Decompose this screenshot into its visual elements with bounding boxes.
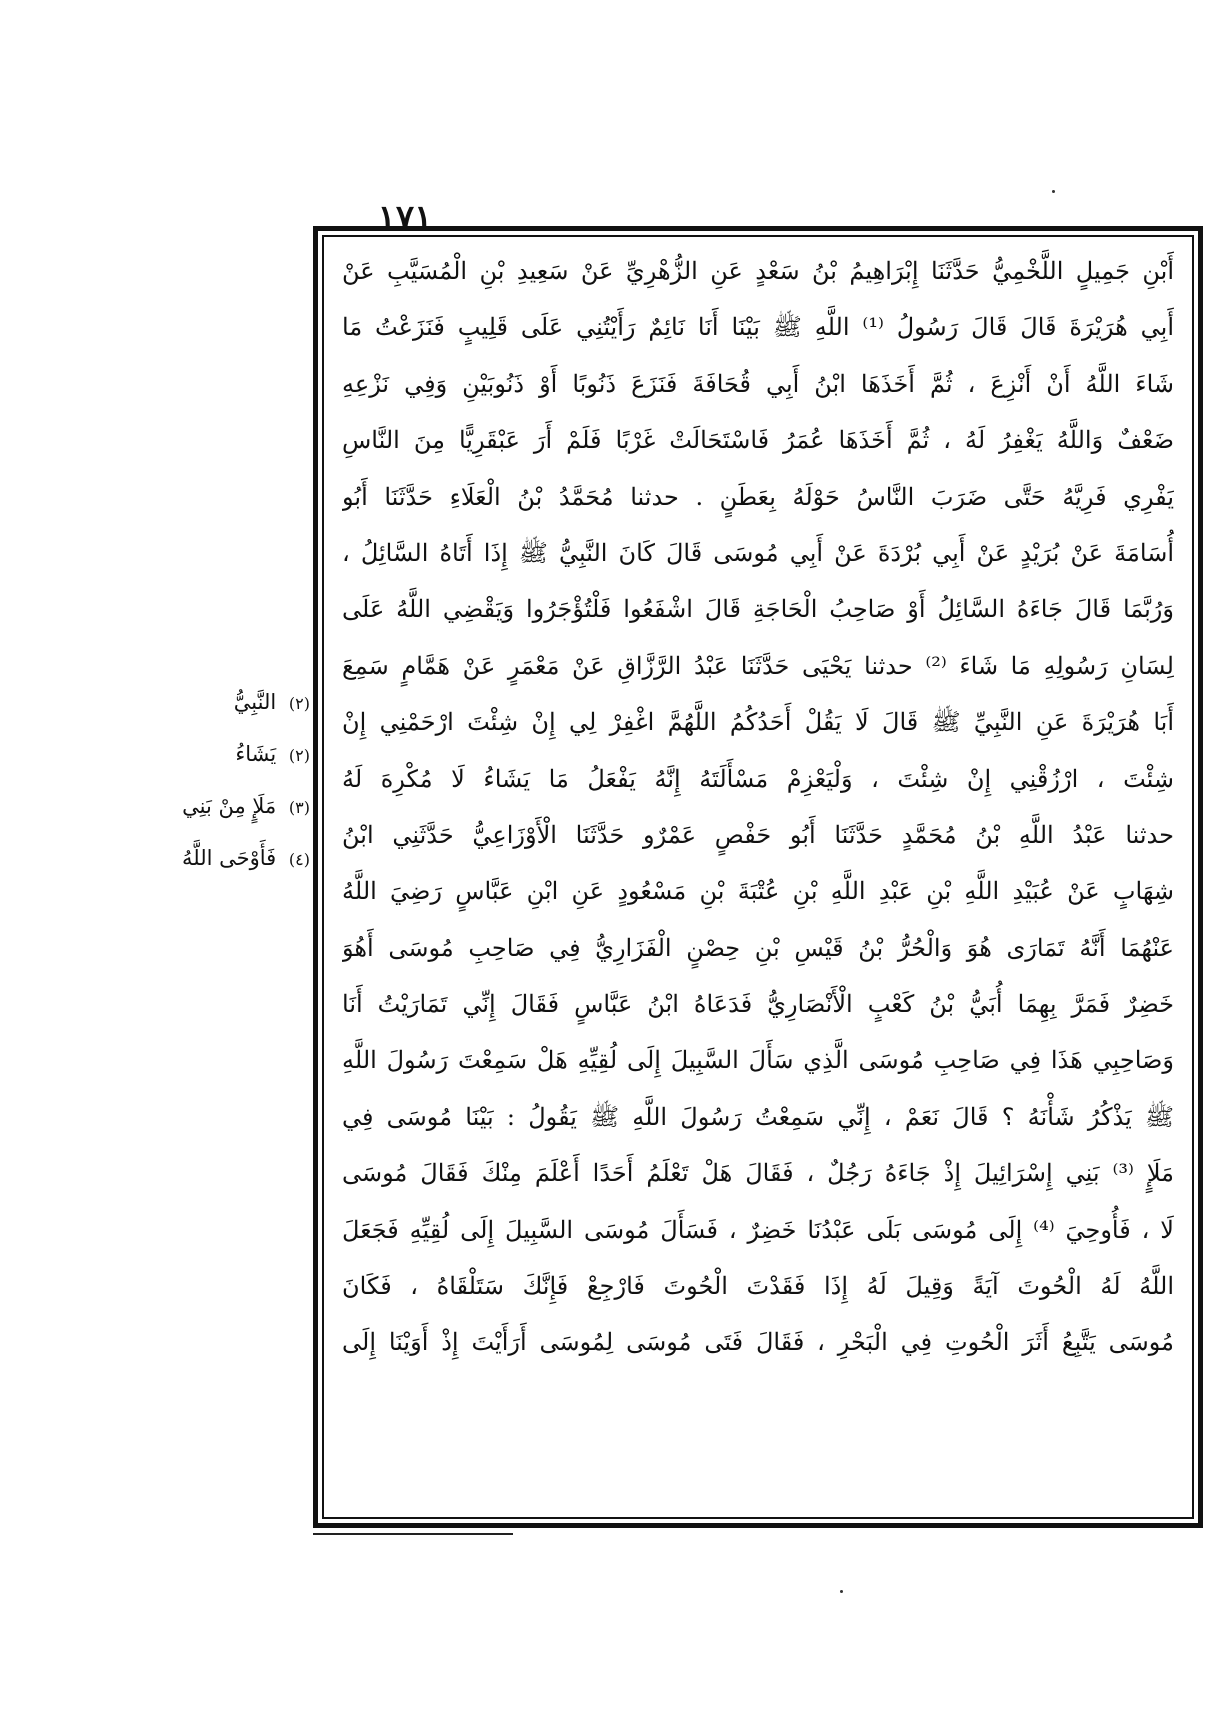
- text-line: أَبَا هُرَيْرَةَ عَنِ النَّبِيِّ ﷺ قَالَ لَا يَقُلْ أَحَدُكُمُ اللَّهُمَّ اغْفِرْ لِي إِنْ شِئْتَ ارْحَمْنِي إِنْ: [342, 708, 1174, 737]
- text-line: أَبِي هُرَيْرَةَ قَالَ قَالَ رَسُولُ ⁽¹⁾ اللَّهِ ﷺ بَيْنَا أَنَا نَائِمٌ رَأَيْتُنِي عَلَى قَلِيبٍ فَنَزَعْتُ مَا: [342, 313, 1174, 342]
- note-text: يَشَاءُ: [235, 742, 277, 766]
- text-line: يَفْرِي فَرِيَّهُ حَتَّى ضَرَبَ النَّاسُ حَوْلَهُ بِعَطَنٍ . حدثنا مُحَمَّدُ بْنُ الْعَلَاءِ حَدَّثَنَا أَبُو: [342, 482, 1174, 511]
- text-line: ﷺ يَذْكُرُ شَأْنَهُ ؟ قَالَ نَعَمْ ، إِنِّي سَمِعْتُ رَسُولَ اللَّهِ ﷺ يَقُولُ : بَيْنَا مُوسَى فِي: [342, 1102, 1174, 1131]
- text-line: اللَّهُ لَهُ الْحُوتَ آيَةً وَقِيلَ لَهُ إِذَا فَقَدْتَ الْحُوتَ فَارْجِعْ فَإِنَّكَ سَتَلْقَاهُ ، فَكَانَ: [342, 1272, 1174, 1301]
- text-frame-inner: [322, 235, 1194, 1519]
- main-text-body: [342, 243, 1174, 1371]
- note-number: (٣): [288, 798, 310, 817]
- text-line: شِئْتَ ، ارْزُقْنِي إِنْ شِئْتَ ، وَلْيَعْزِمْ مَسْأَلَتَهُ إِنَّهُ يَفْعَلُ مَا يَشَاءُ لَا مُكْرِهَ لَهُ: [342, 764, 1174, 793]
- text-line: شِهَابٍ عَنْ عُبَيْدِ اللَّهِ بْنِ عَبْدِ اللَّهِ بْنِ عُتْبَةَ بْنِ مَسْعُودٍ عَنِ ابْنِ عَبَّاسٍ رَضِيَ اللَّهُ: [342, 877, 1174, 906]
- text-line: أَبْنِ جَمِيلٍ اللَّخْمِيُّ حَدَّثَنَا إِبْرَاهِيمُ بْنُ سَعْدٍ عَنِ الزُّهْرِيِّ عَنْ سَعِيدِ بْنِ الْمُسَيَّبِ عَنْ: [342, 257, 1174, 285]
- marginal-note: [150, 780, 310, 832]
- footer-rule: [313, 1533, 513, 1535]
- text-line: مَلَإٍ ⁽³⁾ بَنِي إِسْرَائِيلَ إِذْ جَاءَهُ رَجُلٌ ، فَقَالَ هَلْ تَعْلَمُ أَحَدًا أَعْلَمَ مِنْكَ فَقَالَ مُوسَى: [342, 1159, 1174, 1188]
- text-line: أُسَامَةَ عَنْ بُرَيْدٍ عَنْ أَبِي بُرْدَةَ عَنْ أَبِي مُوسَى قَالَ كَانَ النَّبِيُّ ﷺ إِذَا أَتَاهُ السَّائِلُ ،: [342, 538, 1174, 567]
- text-line: حدثنا عَبْدُ اللَّهِ بْنُ مُحَمَّدٍ حَدَّثَنَا أَبُو حَفْصٍ عَمْرٌو حَدَّثَنَا الْأَوْزَاعِيُّ حَدَّثَنِي ابْنُ: [342, 820, 1174, 849]
- text-line: ضَعْفٌ وَاللَّهُ يَغْفِرُ لَهُ ، ثُمَّ أَخَذَهَا عُمَرُ فَاسْتَحَالَتْ غَرْبًا فَلَمْ أَرَ عَبْقَرِيًّا مِنَ النَّاسِ: [342, 426, 1174, 455]
- note-number: (٢): [288, 694, 310, 713]
- marginal-notes: [150, 676, 310, 884]
- marginal-note: [150, 676, 310, 728]
- text-line: لِسَانِ رَسُولِهِ مَا شَاءَ ⁽²⁾ حدثنا يَحْيَى حَدَّثَنَا عَبْدُ الرَّزَّاقِ عَنْ مَعْمَرٍ عَنْ هَمَّامٍ سَمِعَ: [342, 651, 1174, 680]
- scan-speck: [1052, 190, 1055, 193]
- note-number: (٤): [288, 850, 310, 869]
- text-line: شَاءَ اللَّهُ أَنْ أَنْزِعَ ، ثُمَّ أَخَذَهَا ابْنُ أَبِي قُحَافَةَ فَنَزَعَ ذَنُوبًا أَوْ ذَنُوبَيْنِ وَفِي نَزْعِهِ: [342, 369, 1174, 398]
- marginal-note: [150, 728, 310, 780]
- note-number: (٢): [288, 746, 310, 765]
- marginal-note: [150, 832, 310, 884]
- scan-speck: [840, 1590, 843, 1593]
- text-line: وَرُبَّمَا قَالَ جَاءَهُ السَّائِلُ أَوْ صَاحِبُ الْحَاجَةِ قَالَ اشْفَعُوا فَلْتُؤْجَرُوا وَيَقْضِي اللَّهُ عَلَى: [342, 595, 1174, 624]
- text-line: لَا ، فَأُوحِيَ ⁽⁴⁾ إِلَى مُوسَى بَلَى عَبْدُنَا خَضِرٌ ، فَسَأَلَ مُوسَى السَّبِيلَ إِلَى لُقِيِّهِ فَجَعَلَ: [342, 1215, 1174, 1244]
- text-line: مُوسَى يَتَّبِعُ أَثَرَ الْحُوتِ فِي الْبَحْرِ ، فَقَالَ فَتَى مُوسَى لِمُوسَى أَرَأَيْتَ إِذْ أَوَيْنَا إِلَى: [342, 1328, 1174, 1357]
- note-text: فَأَوْحَى اللَّهُ: [182, 846, 277, 870]
- text-line: وَصَاحِبِي هَذَا فِي صَاحِبِ مُوسَى الَّذِي سَأَلَ السَّبِيلَ إِلَى لُقِيِّهِ هَلْ سَمِعْتَ رَسُولَ اللَّهِ: [342, 1046, 1174, 1075]
- text-line: عَنْهُمَا أَنَّهُ تَمَارَى هُوَ وَالْحُرُّ بْنُ قَيْسِ بْنِ حِصْنٍ الْفَزَارِيُّ فِي صَاحِبِ مُوسَى أَهُوَ: [342, 933, 1174, 962]
- text-line: خَضِرٌ فَمَرَّ بِهِمَا أُبَيُّ بْنُ كَعْبٍ الْأَنْصَارِيُّ فَدَعَاهُ ابْنُ عَبَّاسٍ فَقَالَ إِنِّي تَمَارَيْتُ أَنَا: [342, 990, 1174, 1019]
- text-frame-outer: [313, 226, 1203, 1528]
- note-text: مَلَإٍ مِنْ بَنِي: [182, 794, 277, 818]
- page-number: ١٧١: [377, 198, 433, 238]
- note-text: النَّبِيُّ: [233, 690, 277, 714]
